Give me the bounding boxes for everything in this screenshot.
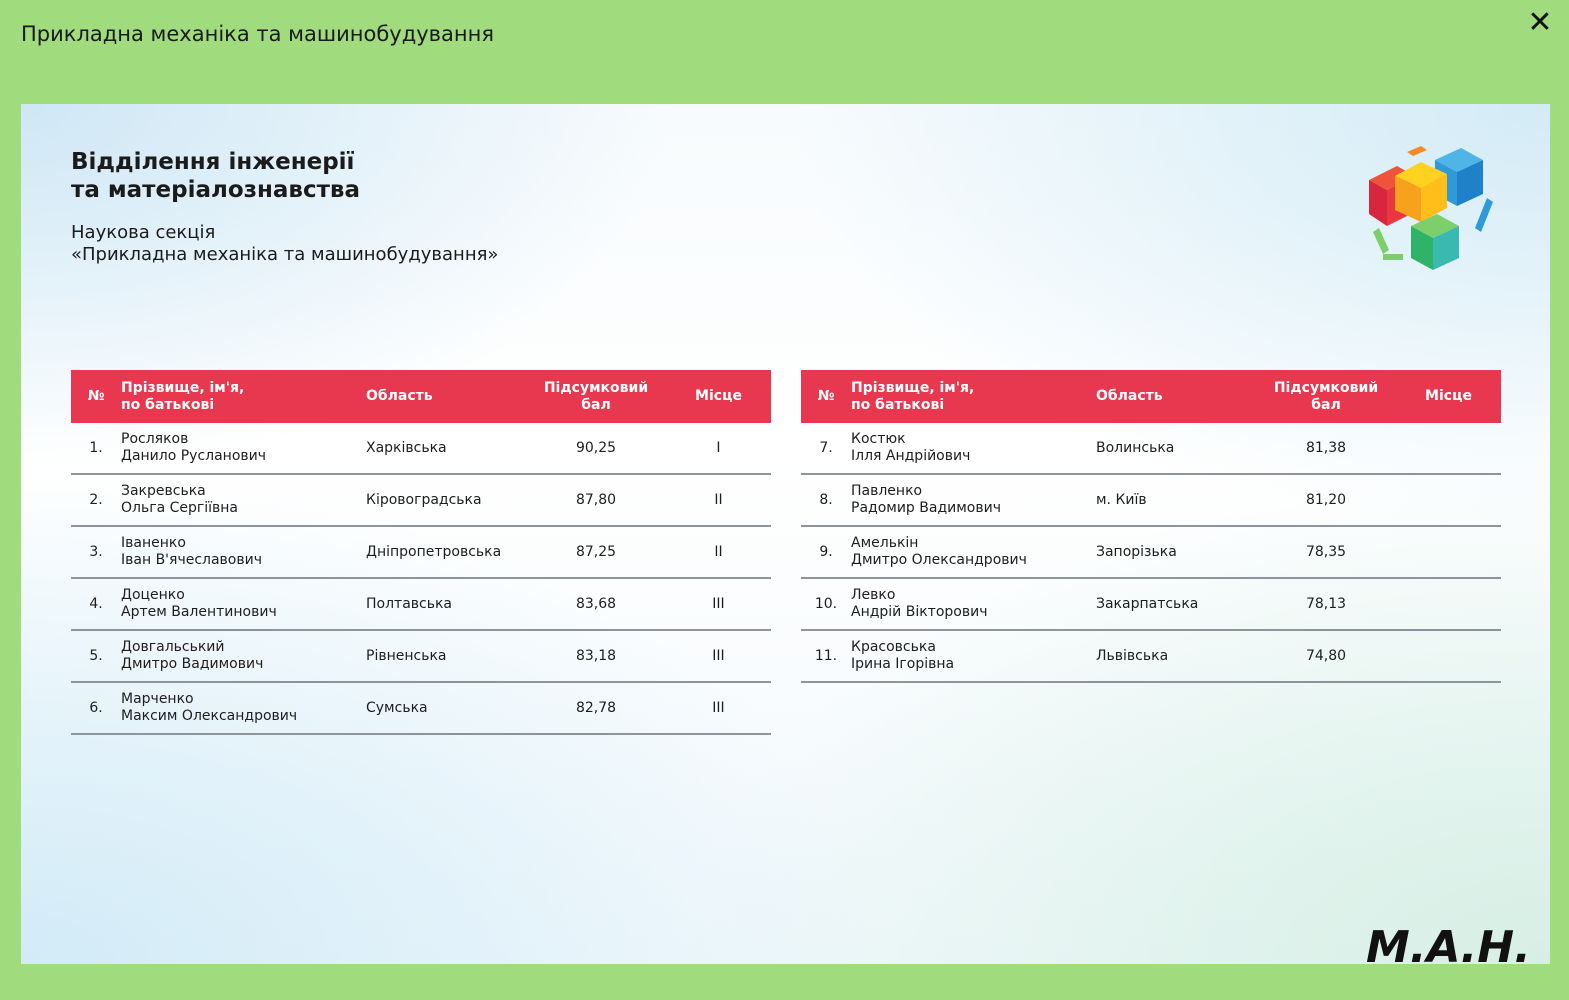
row-score: 83,18 (526, 630, 666, 682)
table-row (71, 578, 771, 630)
row-place (1396, 630, 1501, 682)
table-row (71, 474, 771, 526)
header-score (526, 370, 666, 423)
row-region: Кіровоградська (366, 474, 526, 526)
row-name (121, 423, 366, 474)
row-score: 87,25 (526, 526, 666, 578)
row-name (121, 526, 366, 578)
row-given-name: Ірина Ігорівна (851, 656, 955, 672)
row-score: 78,35 (1256, 526, 1396, 578)
row-name (851, 423, 1096, 474)
row-score: 74,80 (1256, 630, 1396, 682)
department-title (71, 148, 360, 204)
row-score: 81,38 (1256, 423, 1396, 474)
header-number: № (801, 370, 851, 423)
row-region: Дніпропетровська (366, 526, 526, 578)
row-place (1396, 423, 1501, 474)
header-name-line-2: по батькові (851, 396, 945, 413)
row-given-name: Ольга Сергіївна (121, 500, 238, 516)
header-place: Місце (666, 370, 771, 423)
row-number: 1. (71, 423, 121, 474)
table-row (71, 526, 771, 578)
header-name-line-2: по батькові (121, 396, 215, 413)
row-number: 7. (801, 423, 851, 474)
row-place: III (666, 682, 771, 734)
row-number: 3. (71, 526, 121, 578)
row-surname: Марченко (121, 691, 194, 707)
row-name (121, 474, 366, 526)
row-surname: Іваненко (121, 535, 186, 551)
row-place: I (666, 423, 771, 474)
row-name (121, 630, 366, 682)
row-region: Волинська (1096, 423, 1256, 474)
row-given-name: Дмитро Олександрович (851, 552, 1027, 568)
row-place (1396, 578, 1501, 630)
row-number: 2. (71, 474, 121, 526)
section-title-line-1: Наукова секція (71, 222, 216, 243)
row-surname: Росляков (121, 431, 189, 447)
row-place: II (666, 526, 771, 578)
row-name (851, 578, 1096, 630)
row-place (1396, 474, 1501, 526)
window-title: Прикладна механіка та машинобудування (21, 22, 494, 46)
section-title (71, 222, 498, 266)
cube-logo-icon (1359, 142, 1499, 282)
department-title-line-2: та матеріалознавства (71, 177, 360, 203)
row-score: 82,78 (526, 682, 666, 734)
table-row (71, 682, 771, 734)
row-name (121, 682, 366, 734)
row-surname: Амелькін (851, 535, 919, 551)
row-number: 10. (801, 578, 851, 630)
row-place (1396, 526, 1501, 578)
row-region: Рівненська (366, 630, 526, 682)
row-number: 6. (71, 682, 121, 734)
row-number: 8. (801, 474, 851, 526)
row-given-name: Радомир Вадимович (851, 500, 1001, 516)
header-name (121, 370, 366, 423)
table-row (801, 630, 1501, 682)
row-given-name: Максим Олександрович (121, 708, 298, 724)
row-place: III (666, 578, 771, 630)
section-title-line-2: «Прикладна механіка та машинобудування» (71, 244, 499, 265)
row-place: II (666, 474, 771, 526)
header-score-line-2: бал (1311, 396, 1341, 413)
row-given-name: Данило Русланович (121, 448, 267, 464)
close-icon: ✕ (1527, 5, 1553, 40)
man-logo-text: М.А.Н. (1366, 922, 1531, 966)
row-surname: Красовська (851, 639, 936, 655)
row-region: Полтавська (366, 578, 526, 630)
row-region: м. Київ (1096, 474, 1256, 526)
department-title-line-1: Відділення інженерії (71, 149, 355, 175)
header-place: Місце (1396, 370, 1501, 423)
row-name (851, 474, 1096, 526)
row-score: 90,25 (526, 423, 666, 474)
row-given-name: Іван В'ячеславович (121, 552, 262, 568)
man-logo (1366, 922, 1550, 964)
row-surname: Доценко (121, 587, 185, 603)
row-given-name: Ілля Андрійович (851, 448, 971, 464)
row-score: 87,80 (526, 474, 666, 526)
header-score (1256, 370, 1396, 423)
row-number: 11. (801, 630, 851, 682)
row-place: III (666, 630, 771, 682)
row-name (121, 578, 366, 630)
header-score-line-1: Підсумковий (1273, 379, 1379, 396)
row-score: 83,68 (526, 578, 666, 630)
close-button[interactable] (1523, 6, 1557, 40)
row-surname: Довгальський (121, 639, 225, 655)
table-row (71, 423, 771, 474)
table-header-row (71, 370, 771, 423)
row-region: Сумська (366, 682, 526, 734)
row-number: 9. (801, 526, 851, 578)
table-row (801, 423, 1501, 474)
row-given-name: Дмитро Вадимович (121, 656, 264, 672)
table-row (801, 526, 1501, 578)
slide (21, 104, 1550, 964)
row-score: 81,20 (1256, 474, 1396, 526)
results-table-right (801, 370, 1501, 683)
row-given-name: Артем Валентинович (121, 604, 277, 620)
row-region: Закарпатська (1096, 578, 1256, 630)
row-region: Львівська (1096, 630, 1256, 682)
row-number: 5. (71, 630, 121, 682)
row-name (851, 526, 1096, 578)
results-table-left (71, 370, 771, 735)
header-name-line-1: Прізвище, ім'я, (851, 379, 975, 396)
header-score-line-1: Підсумковий (543, 379, 649, 396)
row-surname: Павленко (851, 483, 923, 499)
header-score-line-2: бал (581, 396, 611, 413)
header-region: Область (1096, 370, 1256, 423)
header-number: № (71, 370, 121, 423)
header-region: Область (366, 370, 526, 423)
table-row (71, 630, 771, 682)
header-name-line-1: Прізвище, ім'я, (121, 379, 245, 396)
row-name (851, 630, 1096, 682)
row-surname: Закревська (121, 483, 206, 499)
row-surname: Костюк (851, 431, 906, 447)
row-region: Запорізька (1096, 526, 1256, 578)
row-region: Харківська (366, 423, 526, 474)
row-surname: Левко (851, 587, 896, 603)
table-row (801, 578, 1501, 630)
table-row (801, 474, 1501, 526)
row-number: 4. (71, 578, 121, 630)
row-score: 78,13 (1256, 578, 1396, 630)
row-given-name: Андрій Вікторович (851, 604, 988, 620)
table-header-row (801, 370, 1501, 423)
header-name (851, 370, 1096, 423)
